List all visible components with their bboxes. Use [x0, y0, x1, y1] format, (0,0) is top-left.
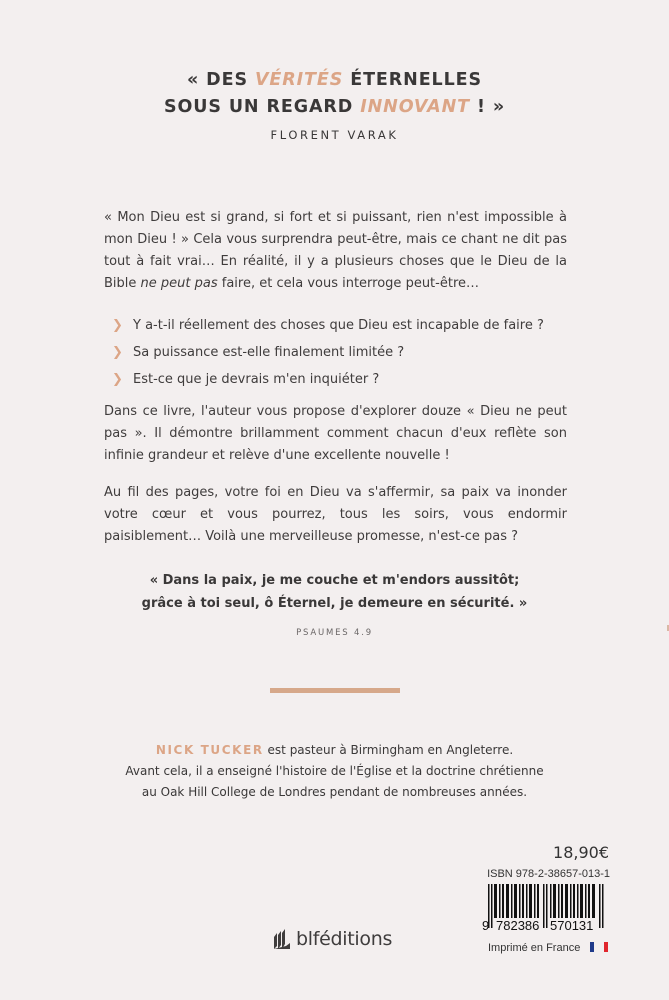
body-paragraph-1: Dans ce livre, l'auteur vous propose d'explorer douze « Dieu ne peut pas ». Il démontre brillamment comment chacun d'eux reflète son infinie grandeur et relève d'une excellente nouvelle ! — [104, 404, 567, 463]
question-list — [112, 312, 567, 393]
author-name: NICK TUCKER — [155, 743, 264, 757]
chevron-right-icon: ❯ — [112, 345, 123, 360]
question-text: Sa puissance est-elle finalement limitée ? — [133, 345, 405, 360]
question-text: Y a-t-il réellement des choses que Dieu est incapable de faire ? — [133, 318, 544, 333]
scripture-reference: PSAUMES 4.9 — [296, 628, 373, 638]
scripture-quote — [0, 569, 669, 615]
intro-paragraph — [104, 207, 567, 295]
author-bio-text: est pasteur à Birmingham en Angleterre. — [263, 743, 514, 757]
author-bio-line: au Oak Hill College de Londres pendant de nombreuses années. — [141, 785, 528, 799]
isbn: ISBN 978-2-38657-013-1 — [487, 868, 610, 880]
scripture-line: « Dans la paix, je me couche et m'endors aussitôt; — [149, 573, 520, 588]
headline-accent: VÉRITÉS — [254, 70, 344, 90]
question-item — [112, 366, 567, 393]
divider-rule — [270, 688, 400, 693]
body-paragraph-2: Au fil des pages, votre foi en Dieu va s'affermir, sa paix va inonder votre cœur et vous pourrez, tous les soirs, vous endormir paisiblement… Voilà une merveilleuse promesse, n'est-ce pas ? — [104, 485, 567, 544]
headline-text: ÉTERNELLES — [343, 70, 483, 90]
svg-text:782386: 782386 — [496, 918, 540, 932]
question-item — [112, 312, 567, 339]
barcode-icon — [482, 884, 610, 932]
publisher-logo — [273, 928, 392, 950]
price: 18,90€ — [553, 843, 609, 862]
svg-text:9: 9 — [482, 918, 490, 932]
headline-line-1 — [0, 70, 669, 90]
headline-text: SOUS UN REGARD — [163, 97, 361, 117]
author-bio-line — [0, 740, 669, 761]
author-bio-line: Avant cela, il a enseigné l'histoire de l'Église et la doctrine chrétienne — [125, 764, 544, 778]
flag-blue — [590, 942, 594, 952]
question-text: Est-ce que je devrais m'en inquiéter ? — [133, 372, 380, 387]
intro-emphasis: ne peut pas — [140, 276, 218, 291]
printed-in-label: Imprimé en France — [488, 942, 581, 954]
headline-text: « DES — [186, 70, 255, 90]
flag-white — [597, 942, 601, 952]
intro-text: « Mon Dieu est si grand, si fort et si puissant, rien n'est impossible à mon Dieu ! » Cela vous surprendra peut-être, mais ce chant ne dit pas tout à fait vrai… En réalité, il y a plusieurs choses que le Dieu de la Bible — [104, 210, 567, 291]
publisher-name: blféditions — [296, 928, 393, 950]
book-pages-icon — [273, 929, 291, 949]
chevron-right-icon: ❯ — [112, 318, 123, 333]
flag-red — [604, 942, 608, 952]
scripture-line: grâce à toi seul, ô Éternel, je demeure en sécurité. » — [141, 596, 528, 611]
headline-line-2 — [0, 97, 669, 117]
endorsement-byline: FLORENT VARAK — [270, 128, 399, 142]
france-flag-icon — [590, 942, 608, 952]
headline-text: ! » — [469, 97, 506, 117]
question-item — [112, 339, 567, 366]
chevron-right-icon: ❯ — [112, 372, 123, 387]
intro-text: faire, et cela vous interroge peut-être… — [217, 276, 479, 291]
author-bio — [0, 740, 669, 803]
svg-text:570131: 570131 — [550, 918, 594, 932]
headline-accent: INNOVANT — [360, 97, 470, 117]
